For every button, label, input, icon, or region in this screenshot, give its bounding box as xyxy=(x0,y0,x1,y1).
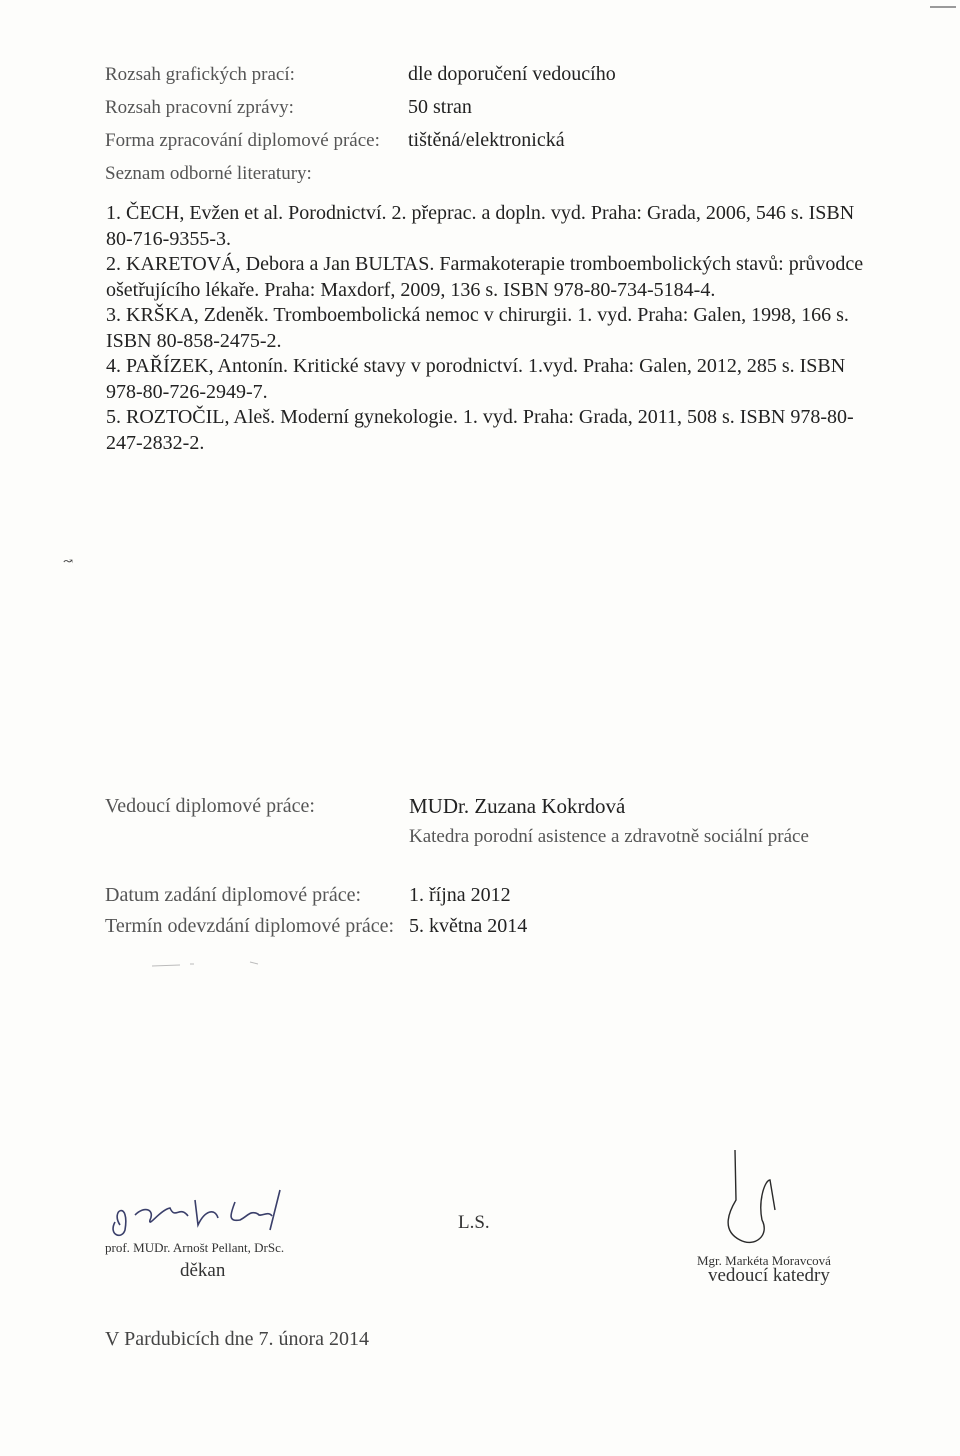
info-label: Forma zpracování diplomové práce: xyxy=(105,129,380,151)
dean-role: děkan xyxy=(180,1260,226,1281)
date-row xyxy=(105,911,527,942)
date-label: Termín odevzdání diplomové práce: xyxy=(105,915,395,937)
dean-name: prof. MUDr. Arnošt Pellant, DrSc. xyxy=(105,1240,285,1255)
info-row xyxy=(105,124,616,157)
dates-table xyxy=(105,880,527,942)
date-value: 5. května 2014 xyxy=(409,915,528,937)
reference-item: 1. ČECH, Evžen et al. Porodnictví. 2. přeprac. a dopln. vyd. Praha: Grada, 2006, 546 s. ISBN 80-716-9355-3. xyxy=(106,202,855,250)
reference-item: 2. KARETOVÁ, Debora a Jan BULTAS. Farmakoterapie tromboembolických stavů: průvodce ošetřujícího lékaře. Praha: Maxdorf, 2009, 136 s. ISBN 978-80-734-5184-4. xyxy=(106,253,864,301)
department-head-name: Mgr. Markéta Moravcová xyxy=(697,1253,831,1268)
date-row xyxy=(105,880,527,911)
place-and-date: V Pardubicích dne 7. února 2014 xyxy=(105,1328,370,1350)
date-label: Datum zadání diplomové práce: xyxy=(105,884,362,906)
reference-item: 3. KRŠKA, Zdeněk. Tromboembolická nemoc v chirurgii. 1. vyd. Praha: Galen, 1998, 166 s. ISBN 80-858-2475-2. xyxy=(106,304,849,352)
dean-signature xyxy=(100,1180,340,1240)
reference-item: 5. ROZTOČIL, Aleš. Moderní gynekologie. 1. vyd. Praha: Grada, 2011, 508 s. ISBN 978-80-247-2832-2. xyxy=(106,406,854,454)
date-value: 1. října 2012 xyxy=(409,884,511,906)
supervisor-name: MUDr. Zuzana Kokrdová xyxy=(409,794,626,818)
supervisor-department: Katedra porodní asistence a zdravotně sociální práce xyxy=(409,826,809,847)
info-row xyxy=(105,58,616,91)
info-value: dle doporučení vedoucího xyxy=(408,63,616,85)
thesis-info-table xyxy=(105,58,616,190)
faint-dash-mark xyxy=(150,960,270,968)
head-signature xyxy=(700,1140,820,1270)
info-row xyxy=(105,157,616,190)
reference-item: 4. PAŘÍZEK, Antonín. Kritické stavy v porodnictví. 1.vyd. Praha: Galen, 2012, 285 s. ISBN 978-80-726-2949-7. xyxy=(106,355,846,403)
info-label: Seznam odborné literatury: xyxy=(105,162,312,184)
corner-mark xyxy=(930,6,956,8)
seal-placeholder: L.S. xyxy=(458,1212,490,1233)
department-head-role: vedoucí katedry xyxy=(708,1265,830,1286)
info-row xyxy=(105,91,616,124)
stray-mark: ↝ xyxy=(63,554,74,568)
info-value: tištěná/elektronická xyxy=(408,129,565,151)
info-label: Rozsah grafických prací: xyxy=(105,63,295,85)
reference-list xyxy=(106,201,866,456)
info-value: 50 stran xyxy=(408,96,472,118)
info-label: Rozsah pracovní zprávy: xyxy=(105,96,294,118)
supervisor-label: Vedoucí diplomové práce: xyxy=(105,795,315,817)
